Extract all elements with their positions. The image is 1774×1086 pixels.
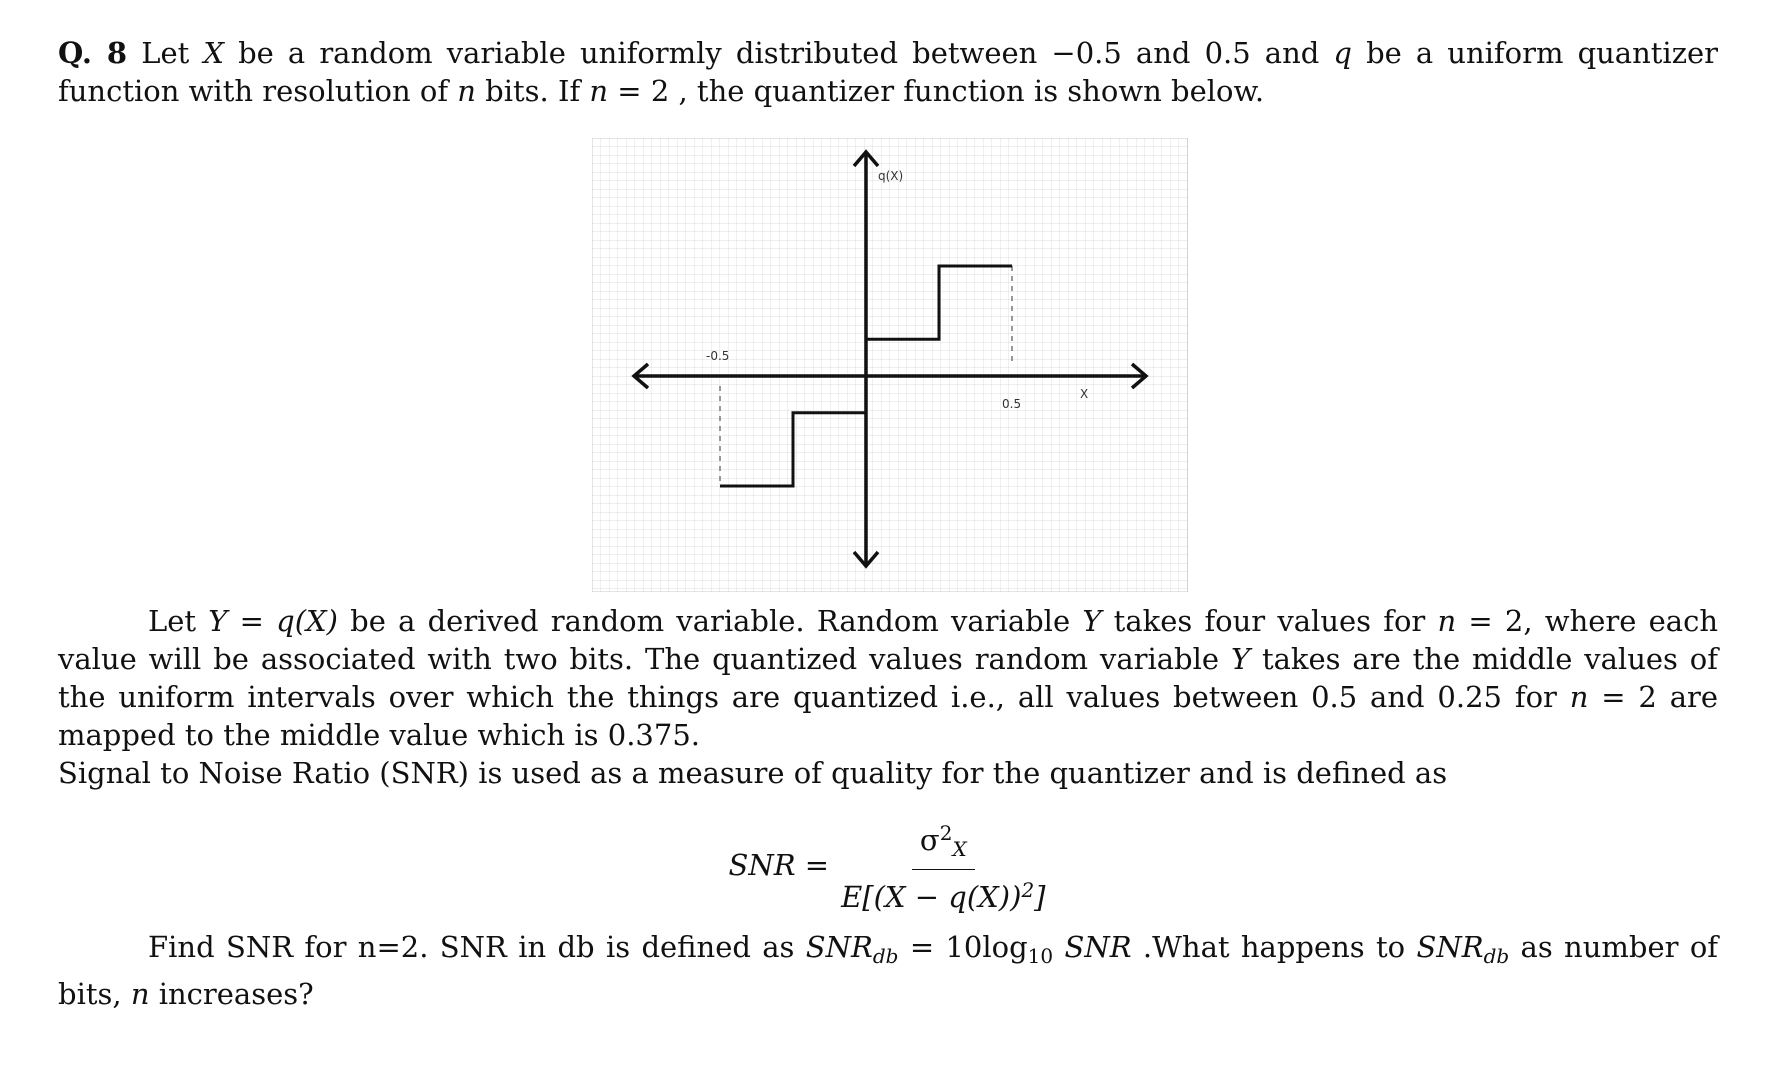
- snr-denominator: $E[(X - q(X))^2]$: [841, 878, 1046, 914]
- snr-lhs: SNR =: [728, 848, 830, 882]
- question-number: Q. 8: [58, 36, 128, 70]
- question-intro: Q. 8 Let X be a random variable uniformly distributed between −0.5 and 0.5 and q be a uniform quantizer function with resolution of n bits. If n = 2 , the quantizer function is shown below.: [58, 36, 1719, 108]
- quantizer-plot: [592, 138, 1188, 592]
- y-axis-label: q(X): [878, 169, 904, 183]
- pos-half-tick-label: 0.5: [1002, 397, 1022, 411]
- question-prompt: Find SNR for n=2. SNR in db is defined as $SNR_{db} = 10\log_{10}$ SNR .What happens to $SNR_{db}$ as number of bits, n increases?: [58, 930, 1719, 1011]
- grid-background: [592, 138, 1188, 592]
- snr-definition-text: Signal to Noise Ratio (SNR) is used as a measure of quality for the quantizer and is defined as: [58, 756, 1448, 790]
- snr-formula: [0, 815, 1774, 915]
- derived-variable-paragraph: Let Y = q(X) be a derived random variable. Random variable Y takes four values for n = 2, where each value will be associated with two bits. The quantized values random variable Y takes are the middle values of the uniform intervals over which the things are quantized i.e., all values between 0.5 and 0.25 for n = 2 are mapped to the middle value which is 0.375.: [58, 604, 1719, 752]
- snr-numerator: $\sigma^2_X$: [912, 815, 975, 870]
- neg-half-tick-label: -0.5: [706, 349, 730, 363]
- quantizer-figure: [592, 138, 1188, 592]
- snr-fraction: [841, 815, 1045, 915]
- x-axis-label: X: [1080, 387, 1089, 401]
